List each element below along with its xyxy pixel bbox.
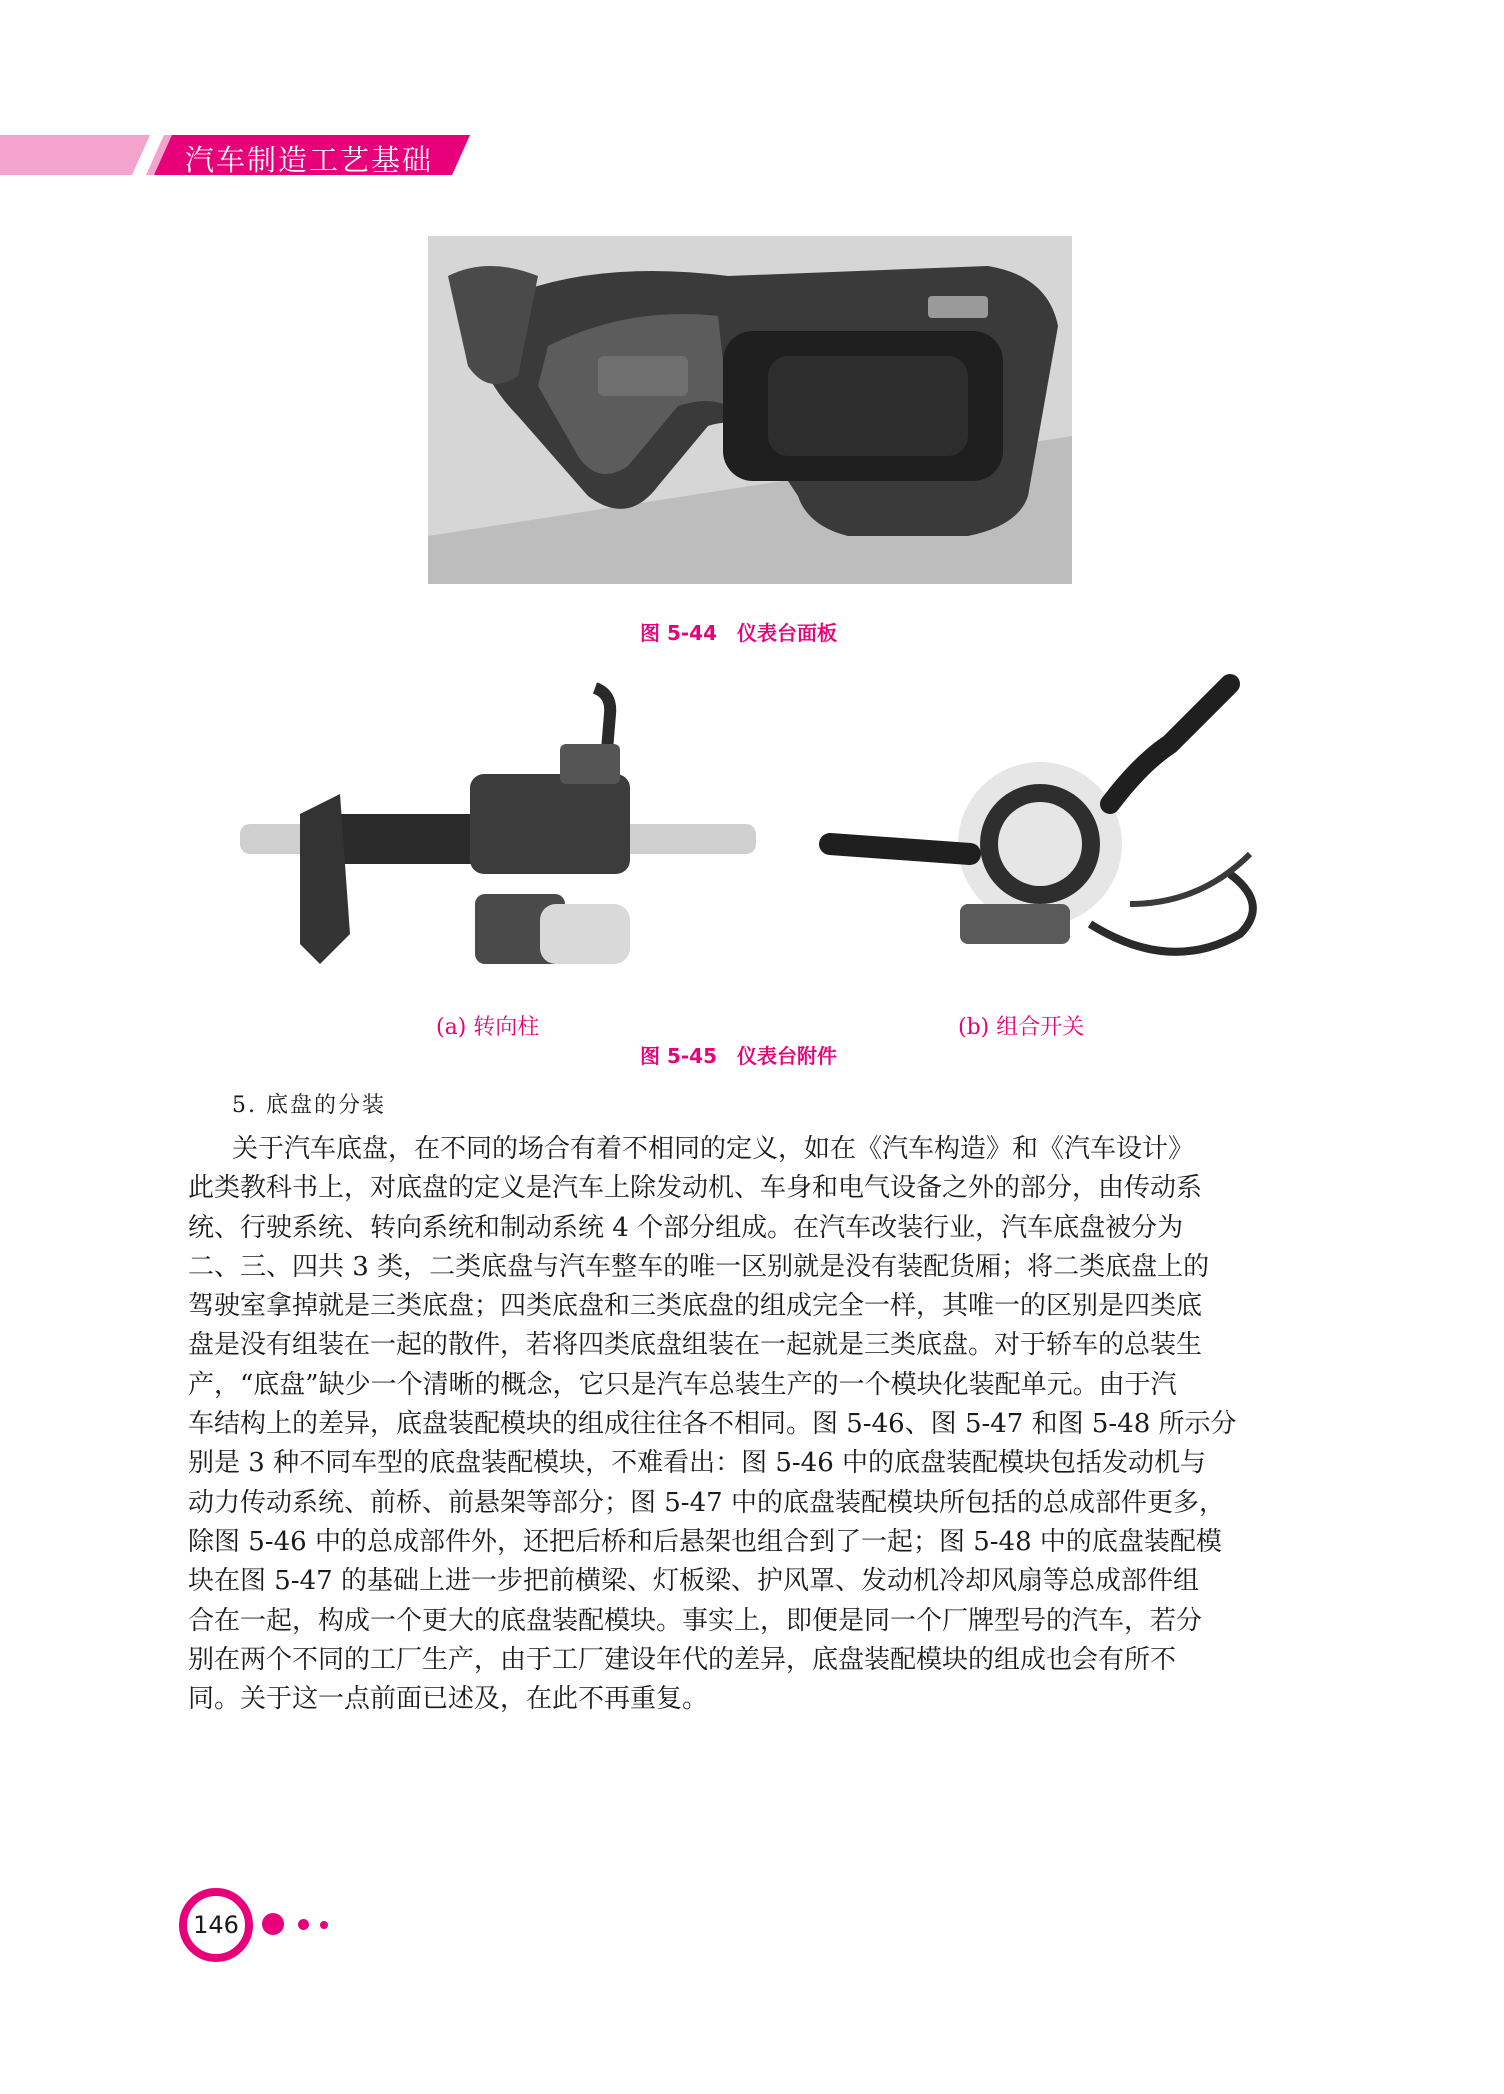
combination-switch-photo (810, 674, 1270, 994)
body-line: 同。关于这一点前面已述及，在此不再重复。 (188, 1684, 709, 1715)
figure-5-44-caption: 图 5-44 仪表台面板 (640, 621, 838, 645)
body-line: 关于汽车底盘，在不同的场合有着不相同的定义，如在《汽车构造》和《汽车设计》 (232, 1134, 1195, 1164)
decorative-dot-large (262, 1913, 284, 1935)
body-line: 别是 3 种不同车型的底盘装配模块，不难看出：图 5-46 中的底盘装配模块包括发动机与 (188, 1448, 1207, 1479)
steering-column-photo (240, 674, 756, 994)
body-line: 合在一起，构成一个更大的底盘装配模块。事实上，即便是同一个厂牌型号的汽车，若分 (188, 1605, 1203, 1636)
body-line: 车结构上的差异，底盘装配模块的组成往往各不相同。图 5-46、图 5-47 和图 5-48 所示分 (188, 1409, 1237, 1440)
figure-5-45-caption: 图 5-45 仪表台附件 (640, 1044, 838, 1068)
decorative-dot-medium (298, 1919, 309, 1930)
body-line: 二、三、四共 3 类，二类底盘与汽车整车的唯一区别就是没有装配货厢；将二类底盘上的 (188, 1251, 1210, 1282)
figure-5-45b-caption: (b) 组合开关 (958, 1015, 1085, 1040)
dashboard-panel-photo (428, 236, 1072, 584)
body-line: 驾驶室拿掉就是三类底盘；四类底盘和三类底盘的组成完全一样，其唯一的区别是四类底 (188, 1291, 1203, 1322)
body-line: 产，“底盘”缺少一个清晰的概念，它只是汽车总装生产的一个模块化装配单元。由于汽 (188, 1369, 1177, 1400)
body-line: 动力传动系统、前桥、前悬架等部分；图 5-47 中的底盘装配模块所包括的总成部件更多， (188, 1487, 1225, 1518)
book-title: 汽车制造工艺基础 (185, 143, 434, 177)
body-line: 别在两个不同的工厂生产，由于工厂建设年代的差异，底盘装配模块的组成也会有所不 (188, 1644, 1177, 1675)
page-number: 146 (193, 1911, 239, 1939)
page-number-badge (178, 1887, 254, 1963)
body-line: 块在图 5-47 的基础上进一步把前横梁、灯板梁、护风罩、发动机冷却风扇等总成部件组 (188, 1566, 1199, 1597)
body-paragraph (188, 1130, 1318, 1719)
decorative-dot-small (320, 1921, 328, 1929)
body-line: 盘是没有组装在一起的散件，若将四类底盘组装在一起就是三类底盘。对于轿车的总装生 (188, 1330, 1203, 1361)
body-line: 统、行驶系统、转向系统和制动系统 4 个部分组成。在汽车改装行业，汽车底盘被分为 (188, 1212, 1184, 1243)
section-heading: 5. 底盘的分装 (232, 1093, 386, 1118)
figure-5-45a-caption: (a) 转向柱 (436, 1015, 540, 1040)
body-line: 除图 5-46 中的总成部件外，还把后桥和后悬架也组合到了一起；图 5-48 中的底盘装配模 (188, 1526, 1222, 1557)
body-line: 此类教科书上，对底盘的定义是汽车上除发动机、车身和电气设备之外的部分，由传动系 (188, 1173, 1203, 1204)
